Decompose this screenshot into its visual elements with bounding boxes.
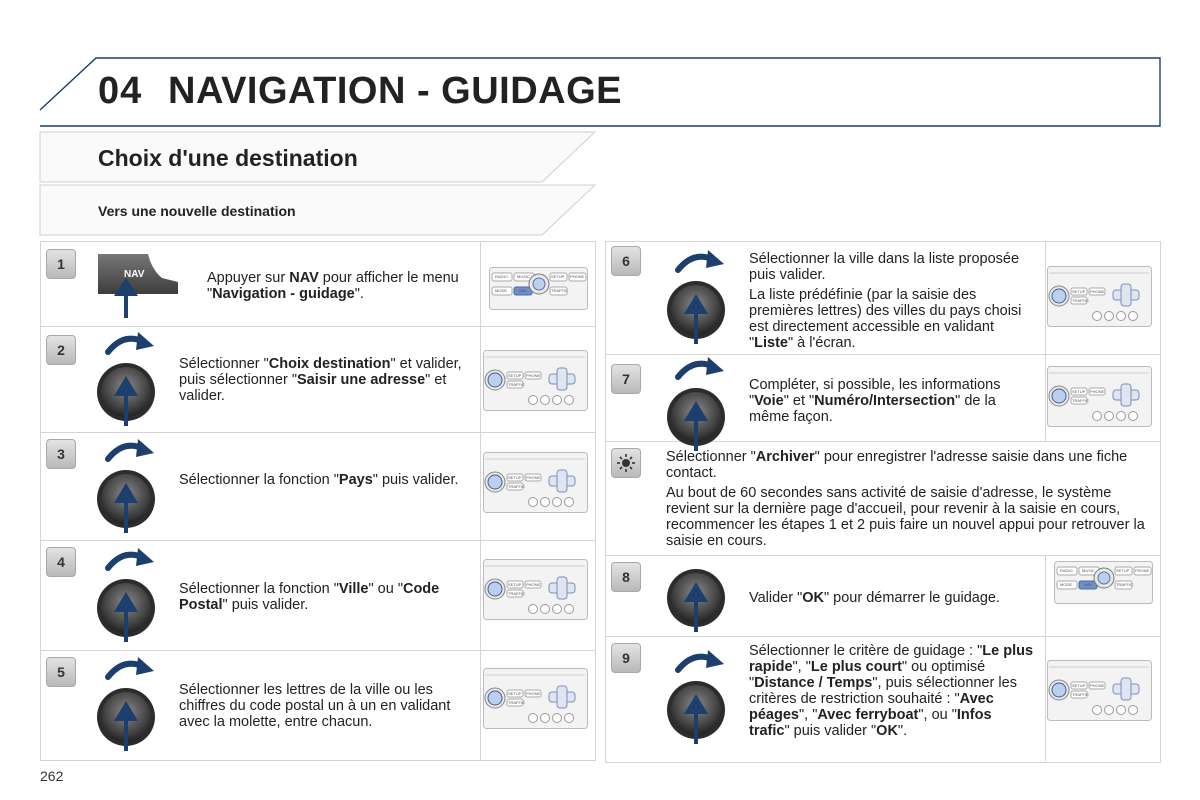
svg-text:TRAFFIC: TRAFFIC	[551, 288, 568, 293]
step-badge-6: 6	[611, 246, 641, 276]
svg-text:PHONE: PHONE	[526, 691, 541, 696]
radio-panel-thumbnail	[483, 350, 589, 412]
rotary-knob-icon	[94, 437, 164, 537]
svg-text:PHONE: PHONE	[1090, 683, 1105, 688]
step-1-text: Appuyer sur NAV pour afficher le menu "Navigation - guidage".	[207, 270, 459, 302]
svg-text:NAV: NAV	[519, 288, 527, 293]
svg-text:TRAFFIC: TRAFFIC	[508, 591, 525, 596]
svg-text:PHONE: PHONE	[570, 274, 585, 279]
svg-text:SETUP: SETUP	[1116, 568, 1130, 573]
svg-text:PHONE: PHONE	[1135, 568, 1150, 573]
svg-text:TRAFFIC: TRAFFIC	[1116, 582, 1133, 587]
chapter-number: 04	[98, 70, 143, 112]
svg-text:MUSIC: MUSIC	[1082, 568, 1095, 573]
rotary-knob-icon	[664, 355, 734, 455]
svg-text:RADIO: RADIO	[495, 274, 508, 279]
svg-text:TRAFFIC: TRAFFIC	[508, 484, 525, 489]
step-9-text: Sélectionner le critère de guidage : "Le plus rapide", "Le plus court" ou optimisé "Distance / Temps", puis sélectionner les critères de restriction souhaité : "Avec péages", "Avec ferryboat", ou "Infos trafic" puis valider "OK".	[749, 643, 1034, 739]
svg-text:SETUP: SETUP	[1072, 389, 1086, 394]
tip-icon	[611, 448, 641, 478]
svg-text:SETUP: SETUP	[1072, 683, 1086, 688]
step-3-text: Sélectionner la fonction "Pays" puis valider.	[179, 472, 459, 488]
section-subtitle: Vers une nouvelle destination	[98, 203, 296, 219]
radio-panel-thumbnail	[489, 267, 589, 311]
section-banners	[0, 125, 620, 245]
svg-text:TRAFFIC: TRAFFIC	[1072, 692, 1089, 697]
rotary-knob-icon	[94, 330, 164, 430]
tip-text: Sélectionner "Archiver" pour enregistrer l'adresse saisie dans une fiche contact. Au bout de 60 secondes sans activité de saisie d'adresse, le système revient sur la dernière page d'accueil, pour revenir à la saisie en cours, recommencer les étapes 1 et 2 puis faire un nouvel appui pour retrouver la saisie en cours.	[666, 449, 1145, 549]
row-separator	[41, 432, 595, 433]
svg-text:PHONE: PHONE	[1090, 389, 1105, 394]
step-2-text: Sélectionner "Choix destination" et valider, puis sélectionner "Saisir une adresse" et valider.	[179, 356, 462, 404]
svg-text:PHONE: PHONE	[1090, 289, 1105, 294]
row-separator	[41, 540, 595, 541]
svg-text:PHONE: PHONE	[526, 582, 541, 587]
row-separator	[41, 326, 595, 327]
radio-panel-thumbnail	[483, 452, 589, 514]
step-badge-3: 3	[46, 439, 76, 469]
step-7-text: Compléter, si possible, les informations "Voie" et "Numéro/Intersection" de la même façon.	[749, 377, 1001, 425]
step-8-text: Valider "OK" pour démarrer le guidage.	[749, 590, 1001, 606]
svg-text:SETUP: SETUP	[1072, 289, 1086, 294]
svg-text:SETUP: SETUP	[551, 274, 565, 279]
svg-text:RADIO: RADIO	[1060, 568, 1073, 573]
step-badge-4: 4	[46, 547, 76, 577]
svg-text:NAV: NAV	[1084, 582, 1092, 587]
radio-panel-thumbnail	[1047, 366, 1153, 428]
svg-text:SETUP: SETUP	[508, 373, 522, 378]
chapter-title: NAVIGATION - GUIDAGE	[168, 70, 623, 112]
svg-text:SETUP: SETUP	[508, 582, 522, 587]
step-badge-8: 8	[611, 562, 641, 592]
radio-panel-thumbnail	[1047, 660, 1153, 722]
step-badge-1: 1	[46, 249, 76, 279]
rotary-knob-icon	[664, 562, 734, 662]
step-badge-7: 7	[611, 364, 641, 394]
step-4-text: Sélectionner la fonction "Ville" ou "Code Postal" puis valider.	[179, 581, 440, 613]
svg-text:MODE: MODE	[495, 288, 507, 293]
step-badge-2: 2	[46, 335, 76, 365]
svg-text:TRAFFIC: TRAFFIC	[508, 700, 525, 705]
step-5-text: Sélectionner les lettres de la ville ou les chiffres du code postal un à un en validant avec la molette, entre chacun.	[179, 682, 451, 730]
row-separator	[606, 555, 1160, 556]
svg-text:SETUP: SETUP	[508, 475, 522, 480]
rotary-knob-icon	[94, 546, 164, 646]
section-title: Choix d'une destination	[98, 145, 358, 171]
svg-text:TRAFFIC: TRAFFIC	[508, 382, 525, 387]
radio-panel-thumbnail	[1054, 561, 1154, 605]
nav-key-icon	[90, 250, 185, 320]
left-panel-divider	[480, 242, 481, 760]
right-panel-divider	[1045, 555, 1046, 761]
svg-text:TRAFFIC: TRAFFIC	[1072, 398, 1089, 403]
svg-text:MODE: MODE	[1060, 582, 1072, 587]
radio-panel-thumbnail	[483, 559, 589, 621]
step-badge-5: 5	[46, 657, 76, 687]
nav-key-label: NAV	[124, 269, 145, 280]
rotary-knob-icon	[664, 648, 734, 748]
radio-panel-thumbnail	[1047, 266, 1153, 328]
svg-text:TRAFFIC: TRAFFIC	[1072, 298, 1089, 303]
svg-text:PHONE: PHONE	[526, 373, 541, 378]
svg-text:PHONE: PHONE	[526, 475, 541, 480]
radio-panel-thumbnail	[483, 668, 589, 730]
page-number: 262	[40, 768, 64, 784]
rotary-knob-icon	[94, 655, 164, 755]
rotary-knob-icon	[664, 248, 734, 348]
right-panel-divider	[1045, 242, 1046, 441]
step-6-text: Sélectionner la ville dans la liste proposée puis valider. La liste prédéfinie (par la saisie des premières lettres) des villes du pays choisi est directement accessible en validant "Liste" à l'écran.	[749, 251, 1022, 351]
svg-text:SETUP: SETUP	[508, 691, 522, 696]
step-badge-9: 9	[611, 643, 641, 673]
row-separator	[41, 650, 595, 651]
svg-text:MUSIC: MUSIC	[517, 274, 530, 279]
